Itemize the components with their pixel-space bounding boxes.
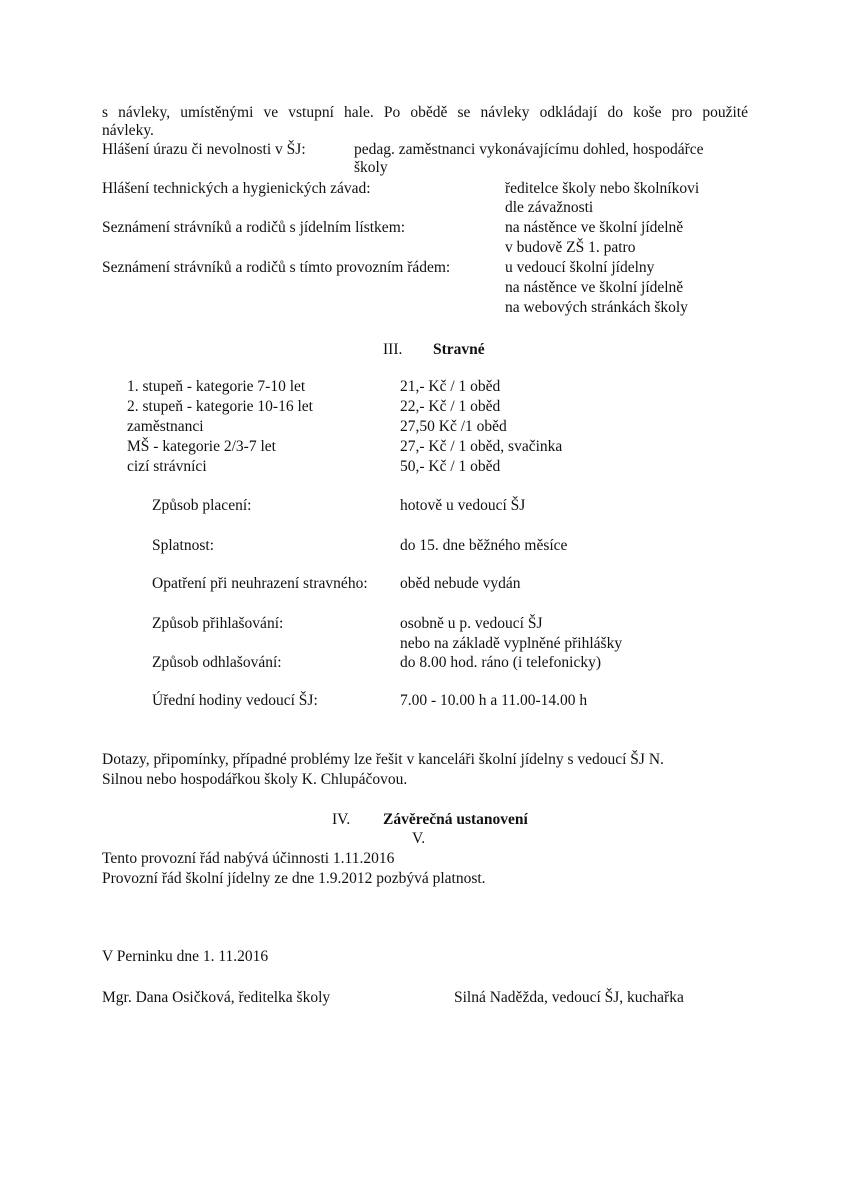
price-category: MŠ - kategorie 2/3-7 let xyxy=(127,438,276,455)
section-4-title: Závěrečná ustanovení xyxy=(383,811,528,828)
price-value: 50,- Kč / 1 oběd xyxy=(400,458,501,475)
report-label-menu: Seznámení strávníků a rodičů s jídelním lístkem: xyxy=(102,219,406,236)
section-4-number: IV. xyxy=(332,811,351,828)
report-value-rules-2: na nástěnce ve školní jídelně xyxy=(505,279,684,296)
section-3-number: III. xyxy=(383,341,403,358)
report-value-menu-2: v budově ZŠ 1. patro xyxy=(505,239,636,256)
price-category: 1. stupeň - kategorie 7-10 let xyxy=(127,378,306,395)
report-value-menu-1: na nástěnce ve školní jídelně xyxy=(505,219,684,236)
final-line-1: Tento provozní řád nabývá účinnosti 1.11.2016 xyxy=(102,850,395,867)
final-line-2: Provozní řád školní jídelny ze dne 1.9.2012 pozbývá platnost. xyxy=(102,870,486,887)
nonpayment-label: Opatření při neuhrazení stravného: xyxy=(152,575,368,592)
signoff-value: do 8.00 hod. ráno (i telefonicky) xyxy=(400,654,602,671)
report-label-rules: Seznámení strávníků a rodičů s tímto provozním řádem: xyxy=(102,259,451,276)
signoff-label: Způsob odhlašování: xyxy=(152,654,282,671)
payment-value: hotově u vedoucí ŠJ xyxy=(400,497,526,514)
report-value-rules-3: na webových stránkách školy xyxy=(505,299,688,316)
price-value: 27,50 Kč /1 oběd xyxy=(400,418,507,435)
price-value: 21,- Kč / 1 oběd xyxy=(400,378,501,395)
due-label: Splatnost: xyxy=(152,537,215,554)
price-value: 27,- Kč / 1 oběd, svačinka xyxy=(400,438,563,455)
report-value-defects-1: ředitelce školy nebo školníkovi xyxy=(505,180,700,197)
section-3-title: Stravné xyxy=(433,341,485,358)
report-value-rules-1: u vedoucí školní jídelny xyxy=(505,259,655,276)
report-value-injury-2: školy xyxy=(354,159,388,176)
price-category: zaměstnanci xyxy=(127,418,204,435)
signature-head-cook: Silná Naděžda, vedoucí ŠJ, kuchařka xyxy=(454,989,684,1006)
section-5-number: V. xyxy=(412,830,426,847)
due-value: do 15. dne běžného měsíce xyxy=(400,537,568,554)
report-label-injury: Hlášení úrazu či nevolnosti v ŠJ: xyxy=(102,141,306,158)
signature-director: Mgr. Dana Osičková, ředitelka školy xyxy=(102,989,331,1006)
questions-line-2: Silnou nebo hospodářkou školy K. Chlupáčovou. xyxy=(102,771,408,788)
intro-line-1: s návleky, umístěnými ve vstupní hale. Po obědě se návleky odkládají do koše pro použité xyxy=(102,104,748,121)
hours-value: 7.00 - 10.00 h a 11.00-14.00 h xyxy=(400,692,588,709)
price-category: cizí strávníci xyxy=(127,458,207,475)
price-category: 2. stupeň - kategorie 10-16 let xyxy=(127,398,313,415)
place-date: V Perninku dne 1. 11.2016 xyxy=(102,948,269,965)
payment-label: Způsob placení: xyxy=(152,497,252,514)
nonpayment-value: oběd nebude vydán xyxy=(400,575,521,592)
signup-label: Způsob přihlašování: xyxy=(152,615,284,632)
intro-line-2: návleky. xyxy=(102,122,154,139)
signup-value-2: nebo na základě vyplněné přihlášky xyxy=(400,635,623,652)
report-label-defects: Hlášení technických a hygienických závad: xyxy=(102,180,371,197)
report-value-defects-2: dle závažnosti xyxy=(505,199,594,216)
hours-label: Úřední hodiny vedoucí ŠJ: xyxy=(152,692,318,709)
signup-value-1: osobně u p. vedoucí ŠJ xyxy=(400,615,543,632)
price-value: 22,- Kč / 1 oběd xyxy=(400,398,501,415)
questions-line-1: Dotazy, připomínky, případné problémy lze řešit v kanceláři školní jídelny s vedoucí ŠJ N. xyxy=(102,751,664,768)
report-value-injury-1: pedag. zaměstnanci vykonávajícímu dohled, hospodářce xyxy=(354,141,704,158)
